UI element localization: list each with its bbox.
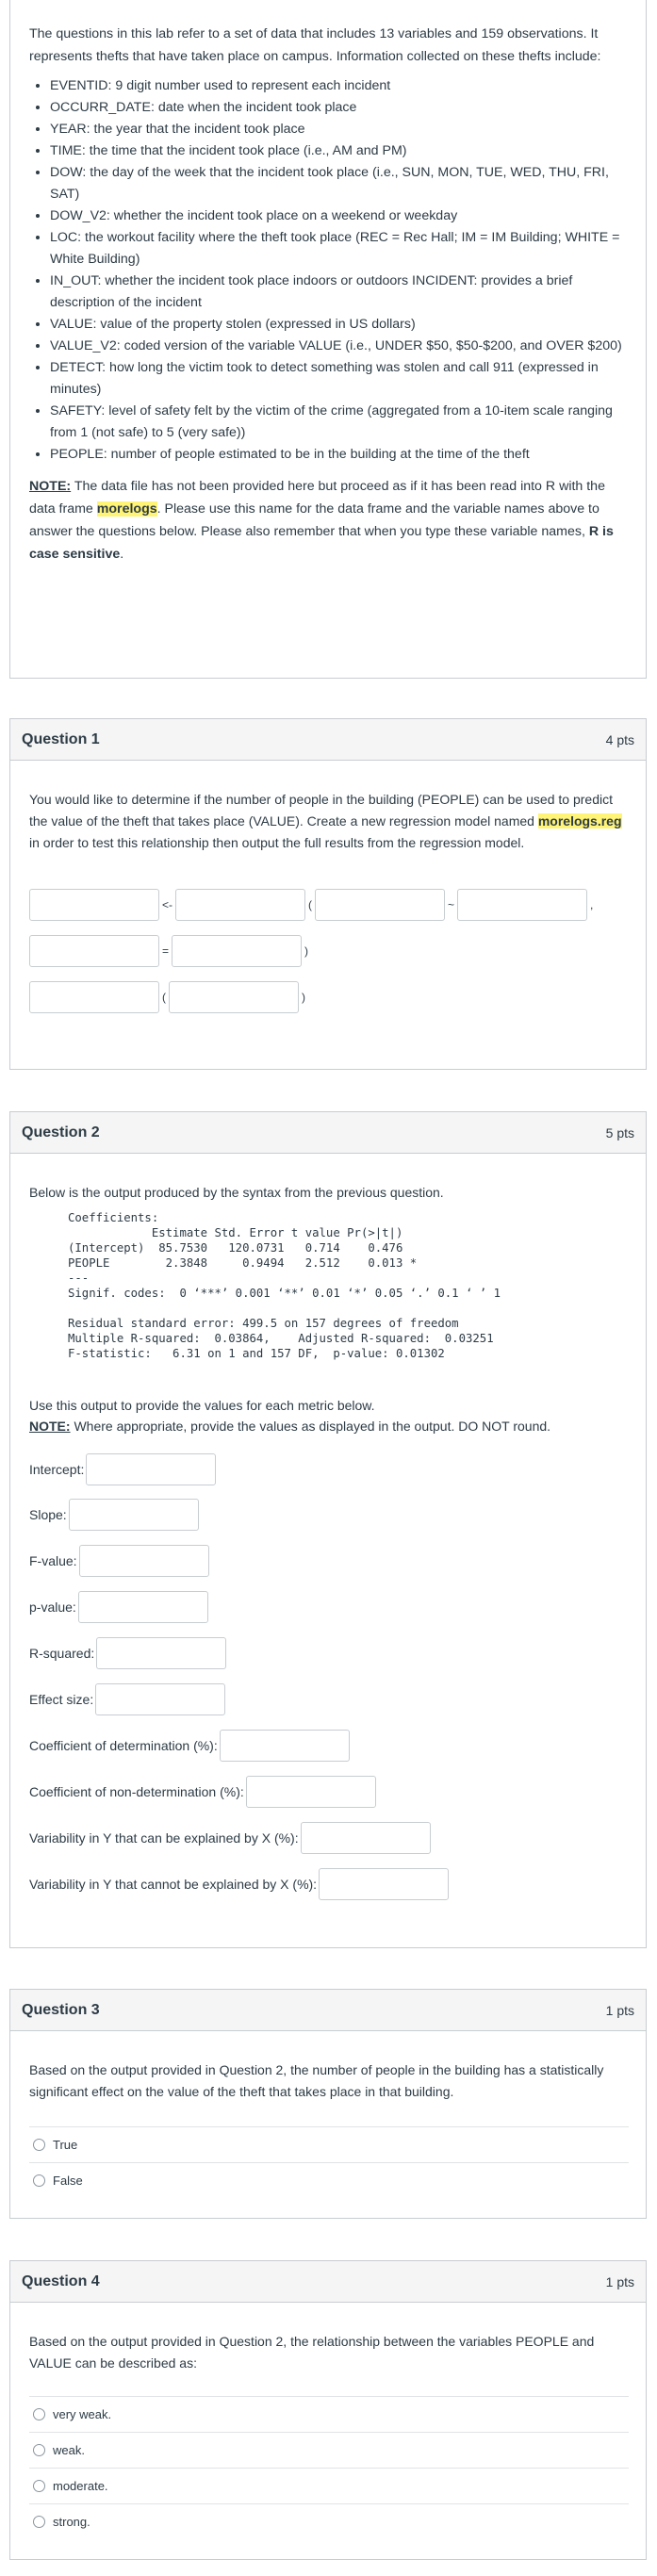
coef-determination-input[interactable] — [220, 1730, 350, 1762]
f-value-input[interactable] — [79, 1545, 209, 1577]
question-3-text: Based on the output provided in Question 2, the number of people in the building has a statistically significant effect on the value of the theft that takes place in that building. — [29, 2062, 604, 2099]
intro-note: NOTE: The data file has not been provided here but proceed as if it has been read into R with the data frame morelogs. Please use this name for the data frame and the variable names above to answer the questions below. Please also remember that when you type these variable names, R is case sensitive. — [29, 479, 614, 562]
question-title: Question 3 — [22, 2001, 100, 2018]
list-item: • EVENTID: 9 digit number used to represent each incident — [50, 75, 627, 97]
question-2-intro: Below is the output produced by the syntax from the previous question. — [29, 1185, 444, 1200]
radio-button[interactable] — [33, 2480, 45, 2492]
effect-size-input[interactable] — [95, 1683, 225, 1715]
p-value-input[interactable] — [78, 1591, 208, 1623]
field-intercept: Intercept: — [29, 1453, 216, 1485]
coef-non-determination-input[interactable] — [246, 1776, 376, 1808]
answer-option[interactable]: weak. — [29, 2432, 629, 2468]
question-points: 1 pts — [605, 2273, 634, 2289]
question-2-header — [10, 1112, 646, 1154]
question-3-card — [9, 1989, 647, 2219]
dataframe-name: morelogs — [96, 501, 157, 517]
list-item: • OCCURR_DATE: date when the incident took place — [50, 97, 627, 119]
field-r-squared: R-squared: — [29, 1637, 226, 1669]
field-coef-determination: Coefficient of determination (%): — [29, 1730, 350, 1762]
blank-input[interactable] — [29, 981, 159, 1013]
question-3-header — [10, 1990, 646, 2031]
blank-input[interactable] — [172, 935, 302, 967]
radio-button[interactable] — [33, 2444, 45, 2456]
intercept-input[interactable] — [86, 1453, 216, 1485]
question-points: 1 pts — [605, 2002, 634, 2018]
field-slope: Slope: — [29, 1499, 199, 1531]
list-item: • TIME: the time that the incident took place (i.e., AM and PM) — [50, 140, 627, 162]
variability-explained-input[interactable] — [301, 1822, 431, 1854]
question-1-header — [10, 719, 646, 761]
blank-input[interactable] — [457, 889, 587, 921]
blank-input[interactable] — [315, 889, 445, 921]
list-item: • IN_OUT: whether the incident took place indoors or outdoors INCIDENT: provides a brief description of the incident — [50, 271, 627, 314]
r-squared-input[interactable] — [96, 1637, 226, 1669]
question-1-card — [9, 718, 647, 1070]
blank-input[interactable] — [29, 935, 159, 967]
variability-unexplained-input[interactable] — [319, 1868, 449, 1900]
question-4-card — [9, 2260, 647, 2560]
note-label: NOTE: — [29, 479, 72, 494]
field-coef-non-determination: Coefficient of non-determination (%): — [29, 1776, 376, 1808]
question-4-text: Based on the output provided in Question 2, the relationship between the variables PEOPLE and VALUE can be described as: — [29, 2334, 595, 2371]
list-item: • YEAR: the year that the incident took place — [50, 119, 627, 140]
variable-list — [29, 75, 627, 466]
question-title: Question 1 — [22, 730, 100, 747]
question-2-note: NOTE: Where appropriate, provide the values as displayed in the output. DO NOT round. — [29, 1419, 551, 1434]
list-item: • DETECT: how long the victim took to detect something was stolen and call 911 (expressed in minutes) — [50, 357, 627, 401]
code-row-3: ( ) — [29, 981, 308, 1013]
model-name: morelogs.reg — [537, 813, 622, 829]
blank-input[interactable] — [29, 889, 159, 921]
question-2-card — [9, 1111, 647, 1948]
answer-option[interactable]: moderate. — [29, 2468, 629, 2503]
slope-input[interactable] — [69, 1499, 199, 1531]
question-4-header — [10, 2261, 646, 2303]
field-f-value: F-value: — [29, 1545, 209, 1577]
answer-option-false[interactable]: False — [29, 2162, 629, 2198]
blank-input[interactable] — [175, 889, 305, 921]
list-item: • SAFETY: level of safety felt by the victim of the crime (aggregated from a 10-item scale ranging from 1 (not safe) to 5 (very safe)) — [50, 401, 627, 444]
question-title: Question 2 — [22, 1124, 100, 1140]
field-p-value: p-value: — [29, 1591, 208, 1623]
intro-card — [9, 0, 647, 679]
question-1-text: You would like to determine if the number of people in the building (PEOPLE) can be used to predict the value of the theft that takes place (VALUE). Create a new regression model named morelogs.reg in order to test this relationship then output the full results from the regression model. — [29, 792, 622, 850]
radio-button[interactable] — [33, 2139, 45, 2151]
list-item: • LOC: the workout facility where the theft took place (REC = Rec Hall; IM = IM Building; WHITE = White Building) — [50, 227, 627, 271]
list-item: • DOW: the day of the week that the incident took place (i.e., SUN, MON, TUE, WED, THU, FRI, SAT) — [50, 162, 627, 205]
radio-button[interactable] — [33, 2174, 45, 2187]
answer-option[interactable]: strong. — [29, 2503, 629, 2539]
field-variability-explained: Variability in Y that can be explained by X (%): — [29, 1822, 431, 1854]
field-effect-size: Effect size: — [29, 1683, 225, 1715]
list-item: • VALUE_V2: coded version of the variable VALUE (i.e., UNDER $50, $50-$200, and OVER $200) — [50, 336, 627, 357]
field-variability-unexplained: Variability in Y that cannot be explained by X (%): — [29, 1868, 449, 1900]
radio-button[interactable] — [33, 2516, 45, 2528]
question-points: 4 pts — [605, 731, 634, 747]
code-row-2: = ) — [29, 935, 311, 967]
question-2-instruction: Use this output to provide the values for each metric below. — [29, 1398, 375, 1413]
list-item: • PEOPLE: number of people estimated to be in the building at the time of the theft — [50, 444, 627, 466]
answer-option-true[interactable]: True — [29, 2126, 629, 2162]
answer-option[interactable]: very weak. — [29, 2396, 629, 2432]
question-title: Question 4 — [22, 2272, 100, 2289]
list-item: • VALUE: value of the property stolen (expressed in US dollars) — [50, 314, 627, 336]
code-row-1: <- ( ~ , — [29, 889, 596, 921]
blank-input[interactable] — [169, 981, 299, 1013]
radio-button[interactable] — [33, 2408, 45, 2420]
question-points: 5 pts — [605, 1124, 634, 1140]
regression-output: Coefficients: Estimate Std. Error t value Pr(>|t|) (Intercept) 85.7530 120.0731 0.714 0.476 PEOPLE 2.3848 0.9494 2.512 0.013 * --- Signif. codes: 0 ‘***’ 0.001 ‘**’ 0.01 ‘*’ 0.05 ‘.’ 0.1 ‘ ’ 1 Residual standard error: 499.5 on 157 degrees of freedom Multiple R-squared: 0.03864, Adjusted R-squared: 0.03251 F-statistic: 6.31 on 1 and 157 DF, p-value: 0.01302 — [68, 1211, 501, 1360]
list-item: • DOW_V2: whether the incident took place on a weekend or weekday — [50, 205, 627, 227]
intro-paragraph: The questions in this lab refer to a set of data that includes 13 variables and 159 observations. It represents thefts that have taken place on campus. Information collected on these thefts include: — [29, 26, 601, 64]
